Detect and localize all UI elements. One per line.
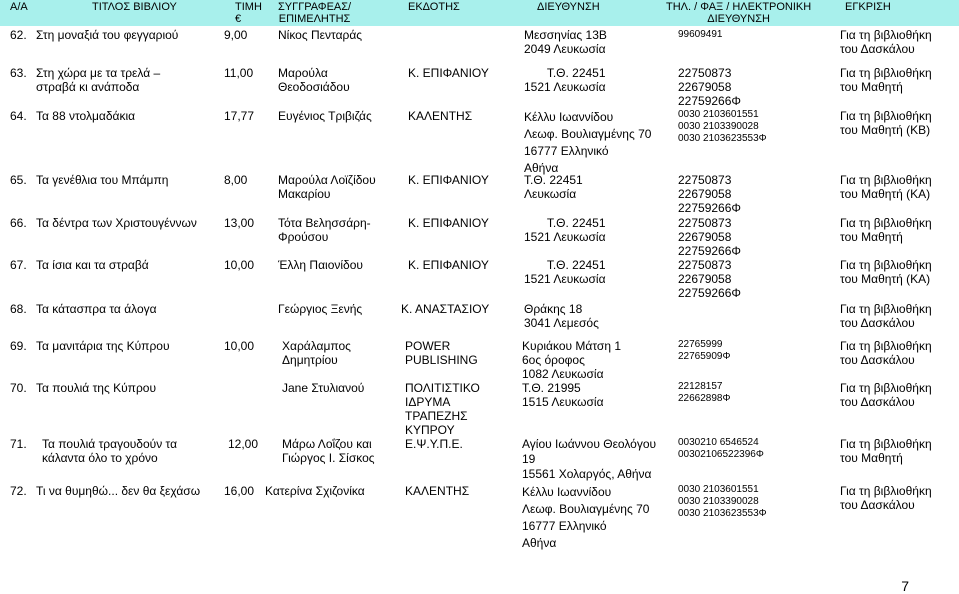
header-approval: ΕΓΚΡΙΣΗ	[845, 1, 891, 13]
header-aa: Α/Α	[10, 1, 28, 13]
publisher-address: Τ.Θ. 22451 1521 Λευκωσία	[524, 258, 606, 286]
row-number: 64.	[10, 109, 27, 123]
header-address: ΔΙΕΥΘΥΝΣΗ	[537, 1, 600, 13]
publisher-address: Τ.Θ. 22451 1521 Λευκωσία	[524, 216, 606, 244]
book-author: Μάρω Λοΐζου και Γιώργος Ι. Σίσκος	[282, 437, 375, 465]
contact-info: 0030210 6546524 00302106522396Φ	[678, 437, 764, 460]
book-title: Τι να θυμηθώ... δεν θα ξεχάσω	[36, 484, 201, 498]
contact-info: 0030 2103601551 0030 2103390028 0030 2103623553Φ	[678, 109, 767, 144]
row-number: 62.	[10, 28, 27, 42]
contact-info: 22750873 22679058 22759266Φ	[678, 173, 741, 215]
header-price: ΤΙΜΗ €	[235, 1, 262, 25]
row-number: 68.	[10, 302, 27, 316]
row-number: 67.	[10, 258, 27, 272]
approval: Για τη βιβλιοθήκη του Δασκάλου	[840, 381, 932, 409]
book-author: Κατερίνα Σχιζονίκα	[265, 484, 365, 498]
publisher-address: Κέλλυ Ιωαννίδου Λεωφ. Βουλιαγμένης 70 16777 Ελληνικό Αθήνα	[522, 485, 650, 550]
book-author: Έλλη Παιονίδου	[278, 258, 363, 272]
row-number: 72.	[10, 484, 27, 498]
publisher-address: Κέλλυ Ιωαννίδου Λεωφ. Βουλιαγμένης 70 16777 Ελληνικό Αθήνα	[524, 110, 652, 175]
book-title: Τα μανιτάρια της Κύπρου	[36, 339, 170, 353]
book-title: Στη μοναξιά του φεγγαριού	[36, 28, 179, 42]
row-number: 63.	[10, 66, 27, 80]
approval: Για τη βιβλιοθήκη του Μαθητή	[840, 216, 932, 244]
book-author: Μαρούλα Θεοδοσιάδου	[278, 66, 350, 94]
approval: Για τη βιβλιοθήκη του Μαθητή (ΚΑ)	[840, 258, 932, 286]
book-publisher: ΚΑΛΕΝΤΗΣ	[408, 109, 473, 123]
book-publisher: Κ. ΕΠΙΦΑΝΙΟΥ	[408, 258, 489, 272]
contact-info: 99609491	[678, 29, 723, 40]
book-price: 10,00	[224, 339, 255, 353]
approval: Για τη βιβλιοθήκη του Δασκάλου	[840, 484, 932, 512]
book-author: Μαρούλα Λοϊζίδου Μακαρίου	[278, 173, 376, 201]
approval: Για τη βιβλιοθήκη του Μαθητή	[840, 437, 932, 465]
page-number: 7	[901, 578, 909, 594]
approval: Για τη βιβλιοθήκη του Δασκάλου	[840, 302, 932, 330]
publisher-address: Τ.Θ. 22451 1521 Λευκωσία	[524, 66, 606, 94]
book-title: Τα πουλιά της Κύπρου	[36, 381, 157, 395]
header-contact: ΤΗΛ. / ΦΑΞ / ΗΛΕΚΤΡΟΝΙΚΗ ΔΙΕΥΘΥΝΣΗ	[666, 1, 812, 25]
book-price: 17,77	[224, 109, 255, 123]
book-author: Jane Στυλιανού	[282, 381, 365, 395]
row-number: 65.	[10, 173, 27, 187]
publisher-address: Τ.Θ. 21995 1515 Λευκωσία	[522, 381, 604, 409]
book-publisher: ΚΑΛΕΝΤΗΣ	[405, 484, 470, 498]
header-authors: ΣΥΓΓΡΑΦΕΑΣ/ ΕΠΙΜΕΛΗΤΗΣ	[278, 1, 352, 25]
contact-info: 22765999 22765909Φ	[678, 339, 731, 362]
approval: Για τη βιβλιοθήκη του Δασκάλου	[840, 28, 932, 56]
contact-info: 22750873 22679058 22759266Φ	[678, 258, 741, 300]
header-publisher: ΕΚΔΟΤΗΣ	[408, 1, 460, 13]
row-number: 71.	[10, 437, 27, 451]
book-price: 12,00	[228, 437, 259, 451]
book-price: 11,00	[224, 66, 254, 80]
publisher-address: Τ.Θ. 22451 Λευκωσία	[524, 173, 583, 201]
book-publisher: Κ. ΕΠΙΦΑΝΙΟΥ	[408, 66, 489, 80]
book-title: Τα κάτασπρα τα άλογα	[36, 302, 157, 316]
book-price: 9,00	[224, 28, 248, 42]
book-title: Τα 88 ντολμαδάκια	[36, 109, 136, 123]
book-author: Γεώργιος Ξενής	[278, 302, 363, 316]
approval: Για τη βιβλιοθήκη του Μαθητή (ΚΒ)	[840, 109, 932, 137]
contact-info: 22750873 22679058 22759266Φ	[678, 66, 741, 108]
book-title: Τα πουλιά τραγουδούν τα κάλαντα όλο το χρόνο	[42, 437, 178, 465]
approval: Για τη βιβλιοθήκη του Δασκάλου	[840, 339, 932, 367]
book-price: 16,00	[224, 484, 255, 498]
row-number: 69.	[10, 339, 27, 353]
approval: Για τη βιβλιοθήκη του Μαθητή (ΚΑ)	[840, 173, 932, 201]
contact-info: 22128157 22662898Φ	[678, 381, 731, 404]
book-title: Τα γενέθλια του Μπάμπη	[36, 173, 169, 187]
row-number: 66.	[10, 216, 27, 230]
book-publisher: POWER PUBLISHING	[405, 339, 478, 367]
book-publisher: ΠΟΛΙΤΙΣΤΙΚΟ ΙΔΡΥΜΑ ΤΡΑΠΕΖΗΣ ΚΥΠΡΟΥ	[405, 381, 480, 437]
book-publisher: Ε.Ψ.Υ.Π.Ε.	[405, 437, 463, 451]
table-header	[0, 0, 959, 26]
contact-info: 22750873 22679058 22759266Φ	[678, 216, 741, 258]
book-price: 10,00	[224, 258, 255, 272]
book-title: Τα δέντρα των Χριστουγέννων	[36, 216, 197, 230]
publisher-address: Κυριάκου Μάτση 1 6ος όροφος 1082 Λευκωσία	[522, 339, 622, 381]
book-price: 13,00	[224, 216, 255, 230]
book-title: Τα ίσια και τα στραβά	[36, 258, 149, 272]
publisher-address: Μεσσηνίας 13Β 2049 Λευκωσία	[524, 28, 607, 56]
book-publisher: Κ. ΕΠΙΦΑΝΙΟΥ	[408, 173, 489, 187]
book-publisher: Κ. ΕΠΙΦΑΝΙΟΥ	[408, 216, 489, 230]
book-author: Χαράλαμπος Δημητρίου	[282, 339, 351, 367]
publisher-address: Αγίου Ιωάννου Θεολόγου 19 15561 Χολαργός, Αθήνα	[522, 437, 657, 481]
book-author: Ευγένιος Τριβιζάς	[278, 109, 372, 123]
approval: Για τη βιβλιοθήκη του Μαθητή	[840, 66, 932, 94]
row-number: 70.	[10, 381, 27, 395]
book-title: Στη χώρα με τα τρελά – στραβά κι ανάποδα	[36, 66, 161, 94]
header-title: ΤΙΤΛΟΣ ΒΙΒΛΙΟΥ	[92, 1, 177, 13]
publisher-address: Θράκης 18 3041 Λεμεσός	[524, 302, 599, 330]
book-publisher: Κ. ΑΝΑΣΤΑΣΙΟΥ	[401, 302, 490, 316]
book-price: 8,00	[224, 173, 248, 187]
book-author: Νίκος Πενταράς	[278, 28, 363, 42]
contact-info: 0030 2103601551 0030 2103390028 0030 2103623553Φ	[678, 484, 767, 519]
book-author: Τότα Βελησσάρη- Φρούσου	[278, 216, 371, 244]
